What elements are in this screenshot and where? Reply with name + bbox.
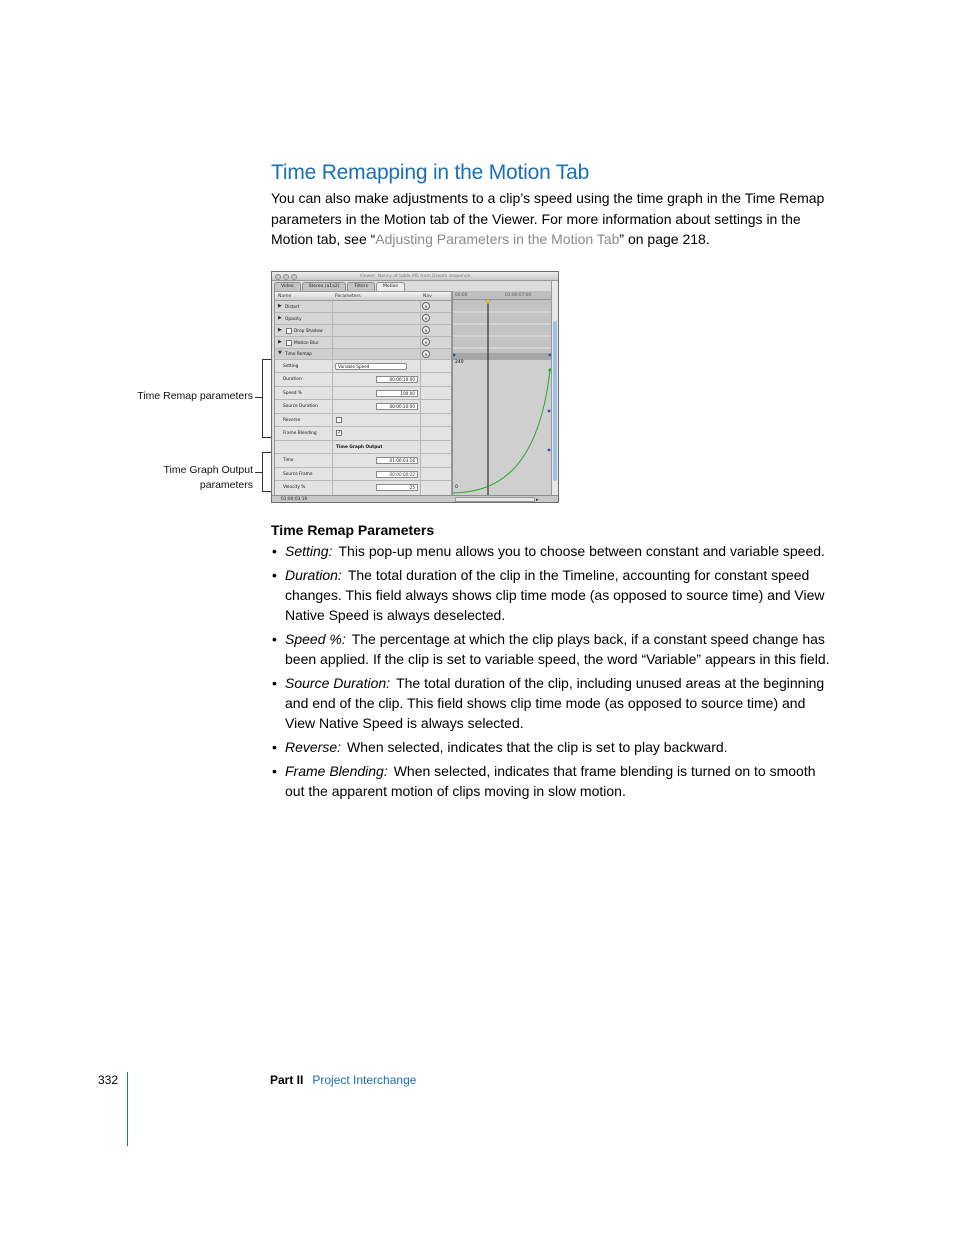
enable-checkbox[interactable] — [286, 340, 292, 346]
list-item — [271, 673, 831, 733]
intro-tail: ” on page 218. — [619, 231, 710, 247]
list-text: The percentage at which the clip plays back, if a constant speed change has been applied. If the clip is set to variable speed, the word “Variable” appears in this field. — [285, 631, 830, 667]
group-row-opacity[interactable] — [275, 313, 451, 325]
parameter-list — [271, 541, 831, 805]
list-term: Source Duration: — [285, 675, 391, 691]
group-row-distort[interactable] — [275, 301, 451, 313]
disclosure-triangle-icon[interactable]: ▶ — [278, 303, 282, 309]
tab-stereo[interactable]: Stereo (a1a2) — [302, 282, 347, 291]
list-item — [271, 541, 831, 561]
param-label: Time — [283, 458, 294, 463]
callout-bracket — [262, 452, 271, 492]
motion-parameters-panel — [274, 291, 452, 495]
bullet-icon: • — [272, 631, 277, 647]
graph-output-heading: Time Graph Output — [336, 445, 383, 450]
param-label: Source Duration — [283, 404, 318, 409]
group-row-time-remap[interactable] — [275, 349, 451, 360]
source-duration-field[interactable]: 00:00:10:00 — [376, 403, 418, 410]
param-row-speed — [275, 387, 451, 400]
keyframe-marker — [548, 449, 551, 452]
param-label: Source Frame — [283, 472, 313, 477]
callout-tick — [255, 397, 262, 398]
time-graph[interactable] — [452, 291, 551, 495]
reset-button[interactable]: ✕ — [422, 326, 430, 334]
param-label: Velocity % — [283, 485, 306, 490]
tab-motion[interactable]: Motion — [376, 282, 405, 291]
intro-text: You can also make adjustments to a clip’s speed using the time graph in the Time Remap parameters in the Motion tab of the Viewer. For more information about settings in the Motion tab, see “ — [271, 190, 825, 247]
param-row-velocity — [275, 481, 451, 495]
setting-popup[interactable]: Variable Speed — [335, 363, 407, 370]
param-label: Setting — [283, 364, 299, 369]
cross-reference-link[interactable]: Adjusting Parameters in the Motion Tab — [375, 231, 620, 247]
list-text: This pop-up menu allows you to choose between constant and variable speed. — [338, 543, 825, 559]
footer-part — [270, 1073, 416, 1087]
graph-ruler[interactable] — [453, 291, 551, 300]
keyframe-marker — [548, 410, 551, 413]
horizontal-scrollbar[interactable] — [455, 497, 535, 502]
group-label: Drop Shadow — [294, 329, 323, 334]
disclosure-triangle-icon[interactable]: ▶ — [278, 339, 282, 345]
bullet-icon: • — [272, 675, 277, 691]
reset-button[interactable]: ✕ — [422, 350, 430, 358]
list-item — [271, 761, 831, 801]
parameters-header — [275, 292, 451, 301]
list-term: Setting: — [285, 543, 333, 559]
tab-filters[interactable]: Filters — [347, 282, 375, 291]
page-number: 332 — [98, 1073, 119, 1087]
enable-checkbox[interactable] — [286, 328, 292, 334]
list-text: When selected, indicates that the clip is set to play backward. — [347, 739, 728, 755]
group-label: Opacity — [285, 317, 302, 322]
graph-bottom-value: 0 — [455, 485, 458, 490]
callout-bracket — [262, 359, 271, 438]
list-text: The total duration of the clip in the Timeline, accounting for constant speed changes. This field always shows clip time mode (as opposed to source time) and View Native Speed is always deselected. — [285, 567, 825, 623]
viewer-titlebar — [272, 272, 558, 281]
callout-graph-output-line1: Time Graph Output — [163, 464, 253, 476]
disclosure-triangle-icon[interactable]: ▶ — [278, 315, 282, 321]
reverse-checkbox[interactable] — [336, 417, 342, 423]
bottom-timecode: 01:00:03:16 — [281, 497, 308, 502]
time-graph-canvas — [453, 300, 552, 495]
scroll-right-arrow-icon[interactable]: ▸ — [536, 497, 539, 503]
list-heading: Time Remap Parameters — [271, 522, 435, 538]
bullet-icon: • — [272, 543, 277, 559]
bullet-icon: • — [272, 567, 277, 583]
velocity-field: 25 — [376, 484, 418, 491]
source-frame-field: 00:00:00:22 — [376, 471, 418, 478]
list-term: Reverse: — [285, 739, 342, 755]
param-row-output-heading — [275, 441, 451, 454]
param-row-source-duration — [275, 400, 451, 414]
param-label: Reverse — [283, 418, 301, 423]
intro-paragraph — [271, 188, 831, 250]
callout-tick — [255, 472, 262, 473]
column-nav: Nav — [423, 294, 432, 299]
group-row-drop-shadow[interactable] — [275, 325, 451, 337]
list-item — [271, 629, 831, 669]
group-row-motion-blur[interactable] — [275, 337, 451, 349]
list-item — [271, 565, 831, 625]
bullet-icon: • — [272, 763, 277, 779]
group-label: Motion Blur — [294, 341, 319, 346]
reset-button[interactable]: ✕ — [422, 338, 430, 346]
frame-blending-checkbox[interactable]: ✓ — [337, 430, 342, 436]
bullet-icon: • — [272, 739, 277, 755]
list-item — [271, 737, 831, 757]
section-title: Time Remapping in the Motion Tab — [271, 161, 590, 184]
scroll-thumb[interactable] — [553, 321, 557, 481]
viewer-window-title: Viewer: Nancy at table MS from Dream sequence — [359, 274, 471, 279]
reset-button[interactable]: ✕ — [422, 302, 430, 310]
viewer-bottom-bar — [272, 495, 558, 503]
part-label: Part II — [270, 1073, 304, 1087]
column-name: Name — [278, 294, 292, 299]
viewer-tabs — [274, 282, 405, 291]
list-text: When selected, indicates that frame blending is turned on to smooth out the apparent motion of clips moving in slow motion. — [285, 763, 816, 799]
time-field[interactable]: 01:00:03:16 — [376, 457, 418, 464]
ruler-start: 00:00 — [455, 293, 468, 298]
footer-rule — [127, 1072, 128, 1146]
disclosure-triangle-open-icon[interactable]: ▼ — [278, 350, 282, 356]
ruler-mid: 01:00:07:00 — [505, 293, 532, 298]
param-label: Speed % — [283, 391, 302, 396]
group-label: Distort — [285, 305, 300, 310]
param-row-frame-blending — [275, 427, 451, 441]
chapter-link[interactable]: Project Interchange — [312, 1073, 417, 1087]
speed-field[interactable]: 100.00 — [376, 390, 418, 397]
list-term: Duration: — [285, 567, 342, 583]
viewer-screenshot — [271, 271, 559, 503]
column-parameters: Parameters — [335, 294, 361, 299]
reset-button[interactable]: ✕ — [422, 314, 430, 322]
vertical-scrollbar[interactable] — [551, 281, 558, 495]
param-row-setting — [275, 360, 451, 373]
callout-graph-output-line2: parameters — [199, 479, 253, 491]
list-text: The total duration of the clip, including unused areas at the beginning and end of the clip. This field shows clip time mode (as opposed to source time) and View Native Speed is always selected. — [285, 675, 825, 731]
param-row-time — [275, 454, 451, 468]
list-term: Speed %: — [285, 631, 346, 647]
group-label: Time Remap — [285, 352, 312, 357]
tab-video[interactable]: Video — [274, 282, 301, 291]
graph-top-value: 240 — [455, 360, 464, 365]
callout-graph-output — [120, 463, 253, 493]
disclosure-triangle-icon[interactable]: ▶ — [278, 327, 282, 333]
list-term: Frame Blending: — [285, 763, 388, 779]
param-row-duration — [275, 373, 451, 387]
param-row-source-frame — [275, 468, 451, 481]
duration-field[interactable]: 00:00:10:00 — [376, 376, 418, 383]
param-label: Duration — [283, 377, 302, 382]
param-row-reverse — [275, 414, 451, 427]
callout-time-remap: Time Remap parameters — [137, 390, 253, 402]
param-label: Frame Blending — [283, 431, 317, 436]
